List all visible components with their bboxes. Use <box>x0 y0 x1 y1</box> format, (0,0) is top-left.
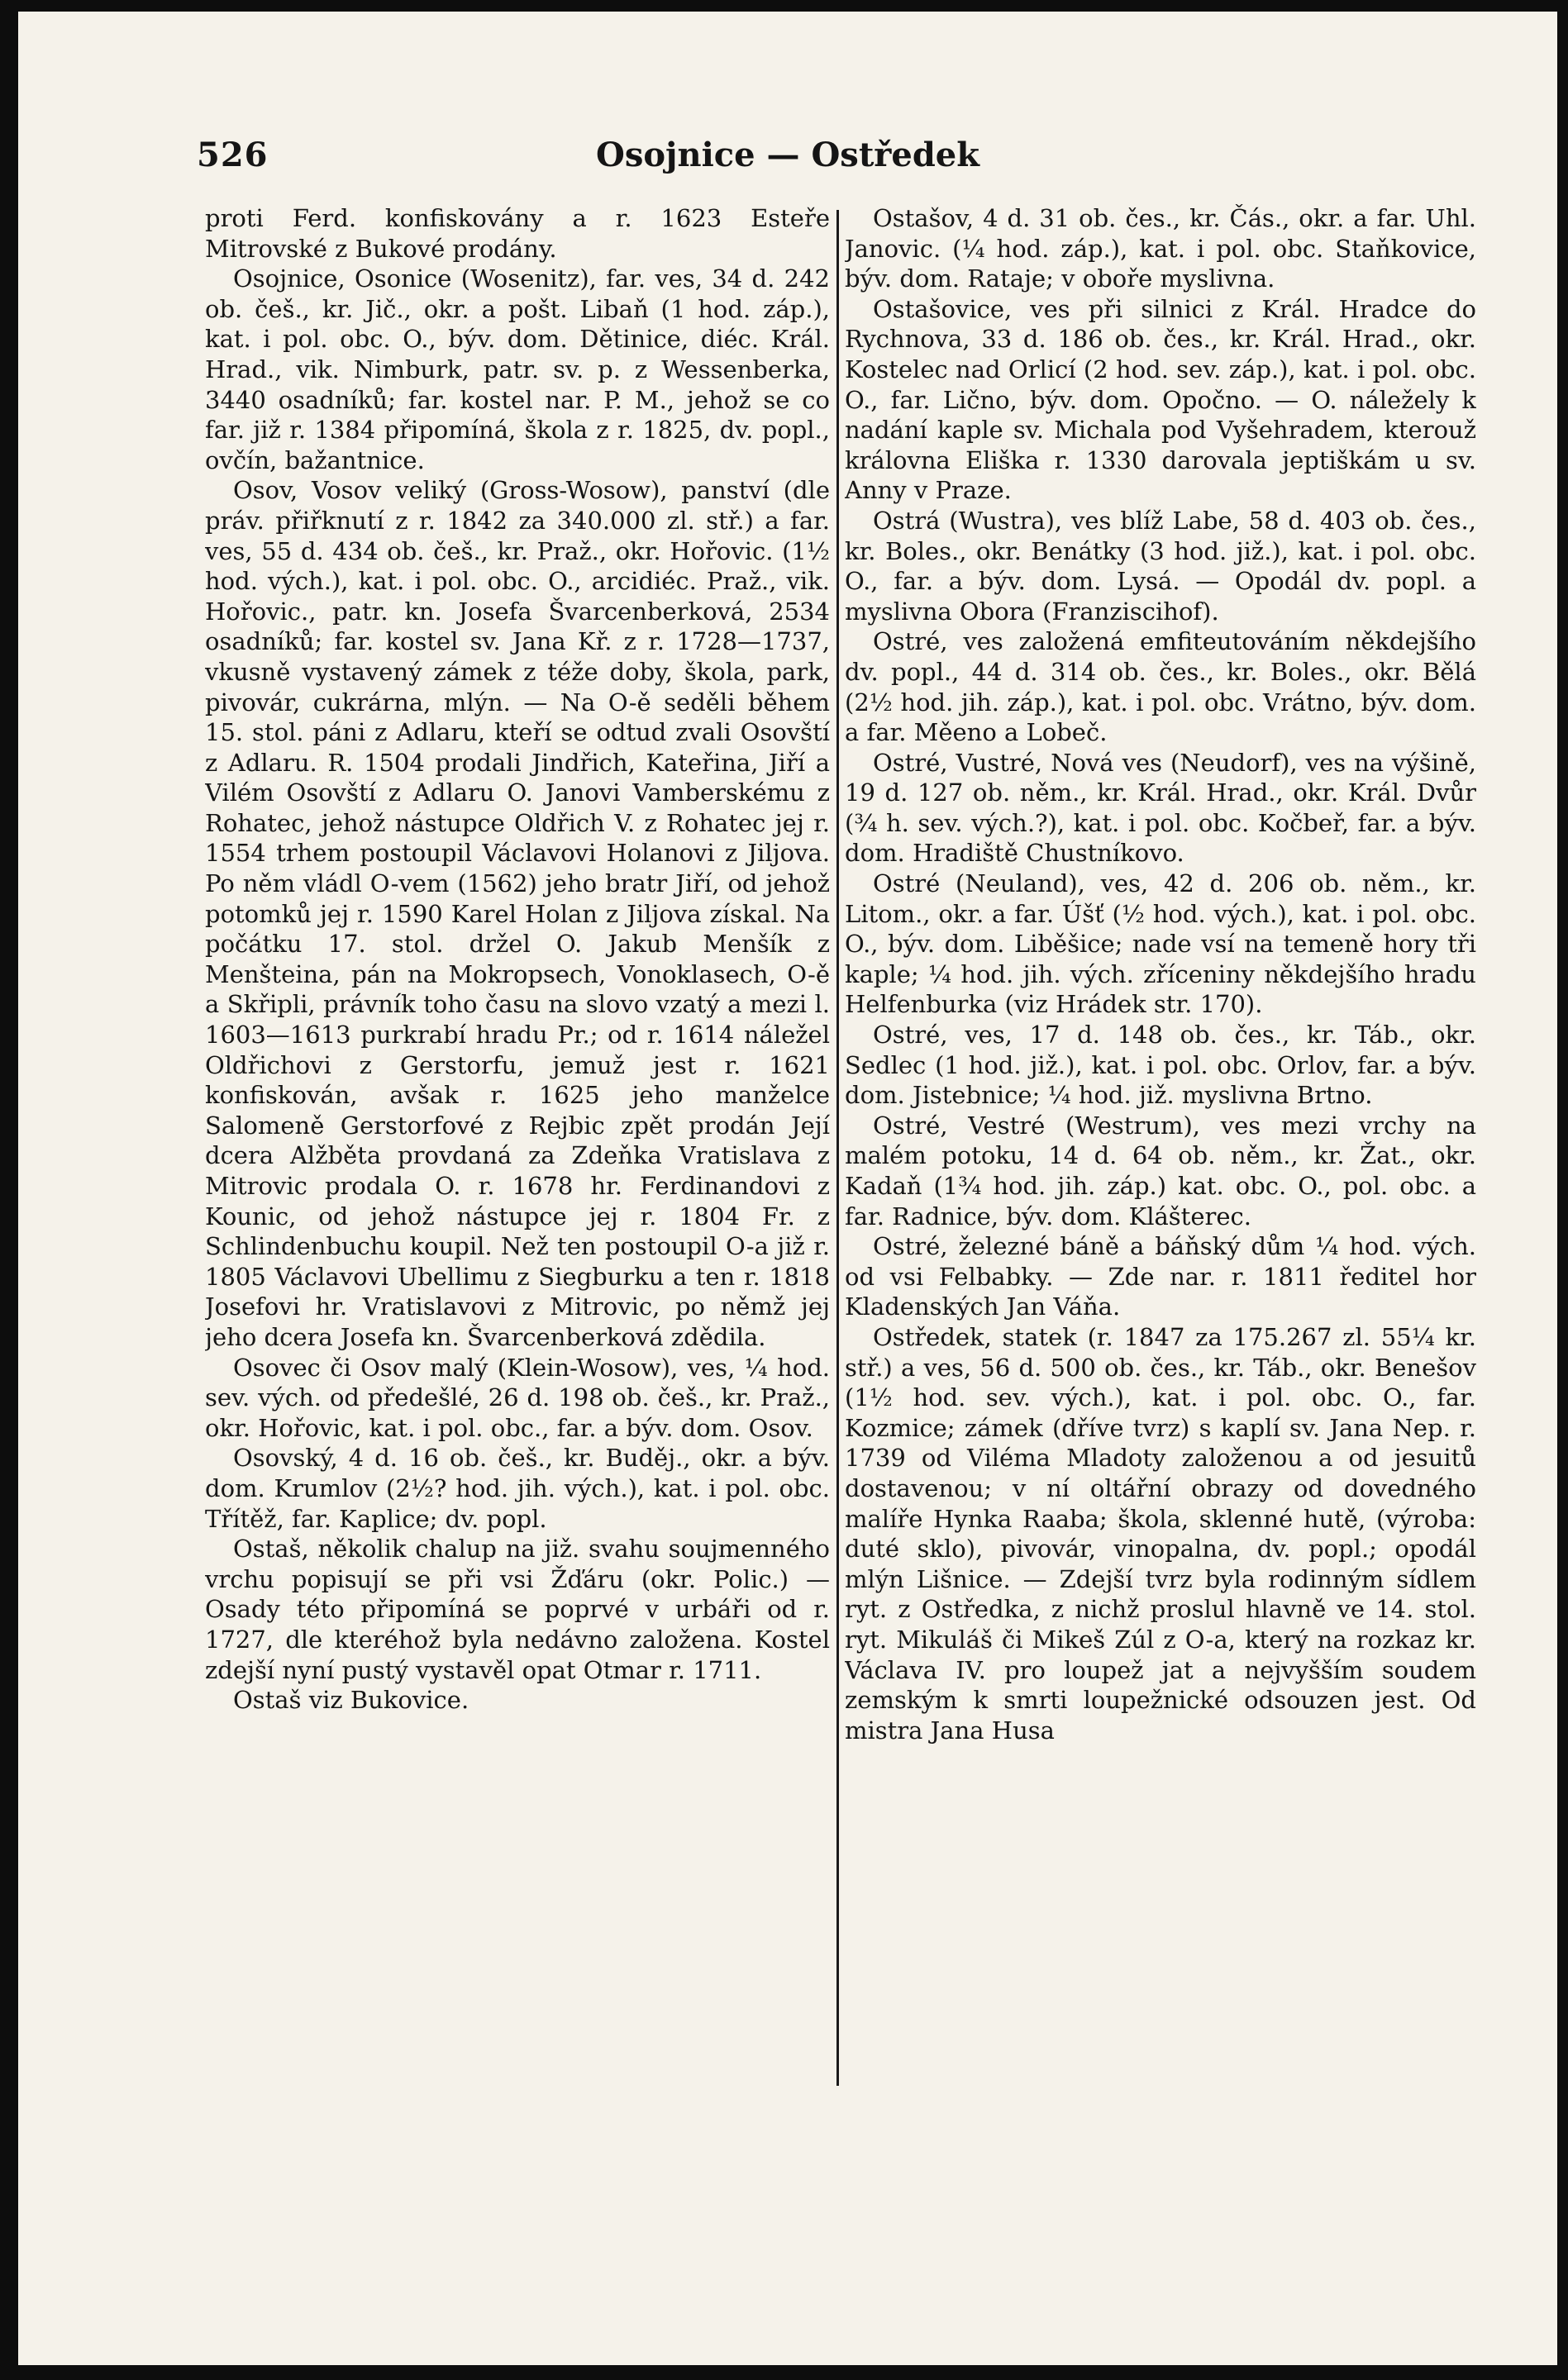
entry: Ostré (Neuland), ves, 42 d. 206 ob. něm., kr. Litom., okr. a far. Úšť (½ hod. vých.), kat. i pol. obc. O., býv. dom. Liběšice; nade vsí na temeně hory tři kaple; ¼ hod. jih. vých. zříceniny někdejšího hradu Helfenburka (viz Hrádek str. 170). <box>845 869 1476 1019</box>
running-title: Osojnice — Ostředek <box>596 136 979 174</box>
column-divider <box>836 210 839 2086</box>
entry: Ostré, železné báně a báňský dům ¼ hod. vých. od vsi Felbabky. — Zde nar. r. 1811 ředitel hor Kladenských Jan Váňa. <box>845 1232 1476 1321</box>
entry: Ostré, ves založená emfiteutováním někdejšího dv. popl., 44 d. 314 ob. čes., kr. Boles., okr. Bělá (2½ hod. jih. záp.), kat. i pol. obc. Vrátno, býv. dom. a far. Měeno a Lobeč. <box>845 627 1476 747</box>
entry: Ostrá (Wustra), ves blíž Labe, 58 d. 403 ob. čes., kr. Boles., okr. Benátky (3 hod. již.), kat. i pol. obc. O., far. a býv. dom. Lysá. — Opodál dv. popl. a myslivna Obora (Franziscihof). <box>845 506 1476 626</box>
book-page <box>18 12 1557 2365</box>
entry: Ostaš, několik chalup na již. svahu soujmenného vrchu popisují se při vsi Žďáru (okr. Polic.) — Osady této připomíná se poprvé v urbáři od r. 1727, dle kteréhož byla nedávno založena. Kostel zdejší nyní pustý vystavěl opat Otmar r. 1711. <box>205 1535 830 1684</box>
page-header <box>18 136 1557 185</box>
page-number: 526 <box>197 136 269 174</box>
entry: Osovec či Osov malý (Klein-Wosow), ves, ¼ hod. sev. vých. od předešlé, 26 d. 198 ob. češ., kr. Praž., okr. Hořovic, kat. i pol. obc., far. a býv. dom. Osov. <box>205 1353 830 1442</box>
left-column <box>205 203 830 2129</box>
entry: Ostašov, 4 d. 31 ob. čes., kr. Čás., okr. a far. Uhl. Janovic. (¼ hod. záp.), kat. i pol. obc. Staňkovice, býv. dom. Rataje; v oboře myslivna. <box>845 204 1476 293</box>
entry: Osovský, 4 d. 16 ob. češ., kr. Buděj., okr. a býv. dom. Krumlov (2½? hod. jih. vých.), kat. i pol. obc. Třítěž, far. Kaplice; dv. popl. <box>205 1444 830 1533</box>
entry: Ostředek, statek (r. 1847 za 175.267 zl. 55¼ kr. stř.) a ves, 56 d. 500 ob. čes., kr. Táb., okr. Benešov (1½ hod. sev. vých.), kat. i pol. obc. O., far. Kozmice; zámek (dříve tvrz) s kaplí sv. Jana Nep. r. 1739 od Viléma Mladoty založenou a od jesuitů dostavenou; v ní oltářní obrazy od dovedného malíře Hynka Raaba; škola, sklenné hutě, (výroba: duté sklo), pivovár, vinopalna, dv. popl.; opodál mlýn Lišnice. — Zdejší tvrz byla rodinným sídlem ryt. z Ostředka, z nichž proslul hlavně ve 14. stol. ryt. Mikuláš či Mikeš Zúl z O-a, který na rozkaz kr. Václava IV. pro loupež jat a nejvyšším soudem zemským k smrti loupežnické odsouzen jest. Od mistra Jana Husa <box>845 1322 1476 1745</box>
entry: proti Ferd. konfiskovány a r. 1623 Esteře Mitrovské z Bukové prodány. <box>205 204 830 263</box>
entry: Ostré, Vestré (Westrum), ves mezi vrchy na malém potoku, 14 d. 64 ob. něm., kr. Žat., okr. Kadaň (1¾ hod. jih. záp.) kat. obc. O., pol. obc. a far. Radnice, býv. dom. Klášterec. <box>845 1111 1476 1230</box>
right-column <box>845 203 1476 2129</box>
entry: Ostaš viz Bukovice. <box>233 1686 469 1715</box>
entry: Ostré, ves, 17 d. 148 ob. čes., kr. Táb., okr. Sedlec (1 hod. již.), kat. i pol. obc. Orlov, far. a býv. dom. Jistebnice; ¼ hod. již. myslivna Brtno. <box>845 1021 1476 1110</box>
entry: Ostré, Vustré, Nová ves (Neudorf), ves na výšině, 19 d. 127 ob. něm., kr. Král. Hrad., okr. Král. Dvůr (¾ h. sev. vých.?), kat. i pol. obc. Kočbeř, far. a býv. dom. Hradiště Chustníkovo. <box>845 748 1476 868</box>
entry: Osojnice, Osonice (Wosenitz), far. ves, 34 d. 242 ob. češ., kr. Jič., okr. a pošt. Libaň (1 hod. záp.), kat. i pol. obc. O., býv. dom. Dětinice, diéc. Král. Hrad., vik. Nimburk, patr. sv. p. z Wessenberka, 3440 osadníků; far. kostel nar. P. M., jehož se co far. již r. 1384 připomíná, škola z r. 1825, dv. popl., ovčín, bažantnice. <box>205 264 830 474</box>
entry: Osov, Vosov veliký (Gross-Wosow), panství (dle práv. přiřknutí z r. 1842 za 340.000 zl. stř.) a far. ves, 55 d. 434 ob. češ., kr. Praž., okr. Hořovic. (1½ hod. vých.), kat. i pol. obc. O., arcidiéc. Praž., vik. Hořovic., patr. kn. Josefa Švarcenberková, 2534 osadníků; far. kostel sv. Jana Kř. z r. 1728—1737, vkusně vystavený zámek z téže doby, škola, park, pivovár, cukrárna, mlýn. — Na O-ě seděli během 15. stol. páni z Adlaru, kteří se odtud zvali Osovští z Adlaru. R. 1504 prodali Jindřich, Kateřina, Jiří a Vilém Osovští z Adlaru O. Janovi Vamberskému z Rohatec, jehož nástupce Oldřich V. z Rohatec jej r. 1554 trhem postoupil Václavovi Holanovi z Jiljova. Po něm vládl O-vem (1562) jeho bratr Jiří, od jehož potomků jej r. 1590 Karel Holan z Jiljova získal. Na počátku 17. stol. držel O. Jakub Menšík z Menšteina, pán na Mokropsech, Vonoklasech, O-ě a Skřipli, právník toho času na slovo vzatý a mezi l. 1603—1613 purkrabí hradu Pr.; od r. 1614 náležel Oldřichovi z Gerstorfu, jemuž jest r. 1621 konfiskován, avšak r. 1625 jeho manželce Salomeně Gerstorfové z Rejbic zpět prodán Její dcera Alžběta provdaná za Zdeňka Vratislava z Mitrovic prodala O. r. 1678 hr. Ferdinandovi z Kounic, od jehož nástupce jej r. 1804 Fr. z Schlindenbuchu koupil. Než ten postoupil O-a již r. 1805 Václavovi Ubellimu z Siegburku a ten r. 1818 Josefovi hr. Vratislavovi z Mitrovic, po němž jej jeho dcera Josefa kn. Švarcenberková zdědila. <box>205 476 830 1351</box>
entry: Ostašovice, ves při silnici z Král. Hradce do Rychnova, 33 d. 186 ob. čes., kr. Král. Hrad., okr. Kostelec nad Orlicí (2 hod. sev. záp.), kat. i pol. obc. O., far. Lično, býv. dom. Opočno. — O. náležely k nadání kaple sv. Michala pod Vyšehradem, kterouž královna Eliška r. 1330 darovala jeptiškám u sv. Anny v Praze. <box>845 294 1476 505</box>
